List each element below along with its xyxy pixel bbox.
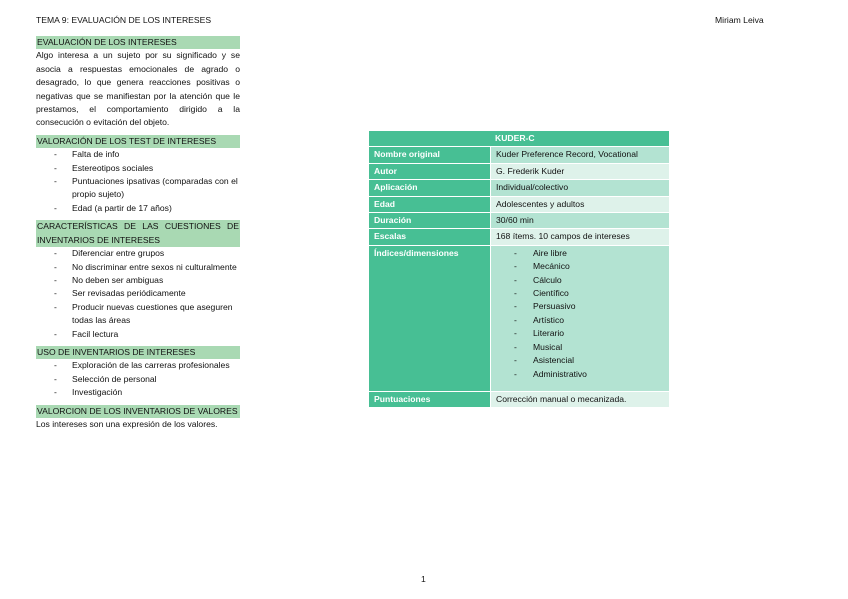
caracteristicas-list <box>36 247 240 341</box>
table-row <box>369 147 669 163</box>
list-item: - Exploración de las carreras profesionales <box>36 359 240 372</box>
left-column <box>36 36 240 431</box>
list-item: - Cálculo <box>496 274 665 287</box>
section-heading-uso: USO DE INVENTARIOS DE INTERESES <box>36 346 240 359</box>
document-header-author: Miriam Leiva <box>715 15 764 25</box>
list-item: - No discriminar entre sexos ni culturalmente <box>36 261 240 274</box>
row-value: 168 ítems. 10 campos de intereses <box>491 229 670 245</box>
row-label: Edad <box>369 196 491 212</box>
list-item: - Puntuaciones ipsativas (comparadas con el propio sujeto) <box>36 175 240 202</box>
section-heading-evaluacion: EVALUACIÓN DE LOS INTERESES <box>36 36 240 49</box>
list-item: - Científico <box>496 287 665 300</box>
row-value: Corrección manual o mecanizada. <box>491 391 670 407</box>
dimensions-list <box>496 247 665 381</box>
row-label: Índices/dimensiones <box>369 245 491 391</box>
list-item: - Literario <box>496 327 665 340</box>
row-value: Kuder Preference Record, Vocational <box>491 147 670 163</box>
list-item: - Diferenciar entre grupos <box>36 247 240 260</box>
list-item: - Administrativo <box>496 368 665 381</box>
list-item: - Falta de info <box>36 148 240 161</box>
row-label: Escalas <box>369 229 491 245</box>
list-item: - Musical <box>496 341 665 354</box>
table-title: KUDER-C <box>369 131 669 147</box>
row-label: Nombre original <box>369 147 491 163</box>
list-item: - Ser revisadas periódicamente <box>36 287 240 300</box>
list-item: - Artístico <box>496 314 665 327</box>
list-item: - Estereotipos sociales <box>36 162 240 175</box>
section-heading-valoracion: VALORACIÓN DE LOS TEST DE INTERESES <box>36 135 240 148</box>
table-row <box>369 245 669 391</box>
row-value: Adolescentes y adultos <box>491 196 670 212</box>
list-item: - Aire libre <box>496 247 665 260</box>
page-number: 1 <box>421 574 426 584</box>
table-row <box>369 229 669 245</box>
list-item: - Selección de personal <box>36 373 240 386</box>
table-row <box>369 196 669 212</box>
row-value: 30/60 min <box>491 213 670 229</box>
table-row <box>369 391 669 407</box>
list-item: - Mecánico <box>496 260 665 273</box>
kuder-c-table <box>369 131 669 407</box>
row-label: Autor <box>369 163 491 179</box>
section-heading-valorcion: VALORCION DE LOS INVENTARIOS DE VALORES <box>36 405 240 418</box>
list-item: - Asistencial <box>496 354 665 367</box>
document-header-title: TEMA 9: EVALUACIÓN DE LOS INTERESES <box>36 15 212 25</box>
list-item: - Producir nuevas cuestiones que aseguren todas las áreas <box>36 301 240 328</box>
table-row <box>369 213 669 229</box>
table-title-row <box>369 131 669 147</box>
dimensions-cell <box>491 245 670 391</box>
row-label: Puntuaciones <box>369 391 491 407</box>
uso-list <box>36 359 240 399</box>
valoracion-list <box>36 148 240 215</box>
list-item: - Investigación <box>36 386 240 399</box>
list-item: - No deben ser ambiguas <box>36 274 240 287</box>
section-text-evaluacion: Algo interesa a un sujeto por su significado y se asocia a respuestas emocionales de agrado o desagrado, lo que genera reacciones positivas o negativas que se manifiestan por la atención que le prestamos, el comportamiento dirigido a la consecución o evitación del objeto. <box>36 50 240 128</box>
table-row <box>369 180 669 196</box>
list-item: - Persuasivo <box>496 300 665 313</box>
list-item: - Facil lectura <box>36 328 240 341</box>
row-value: G. Frederik Kuder <box>491 163 670 179</box>
section-text-valorcion: Los intereses son una expresión de los valores. <box>36 418 218 429</box>
row-value: Individual/colectivo <box>491 180 670 196</box>
section-heading-caracteristicas: CARACTERÍSTICAS DE LAS CUESTIONES DE INVENTARIOS DE INTERESES <box>36 220 240 247</box>
row-label: Aplicación <box>369 180 491 196</box>
list-item: - Edad (a partir de 17 años) <box>36 202 240 215</box>
table-row <box>369 163 669 179</box>
row-label: Duración <box>369 213 491 229</box>
